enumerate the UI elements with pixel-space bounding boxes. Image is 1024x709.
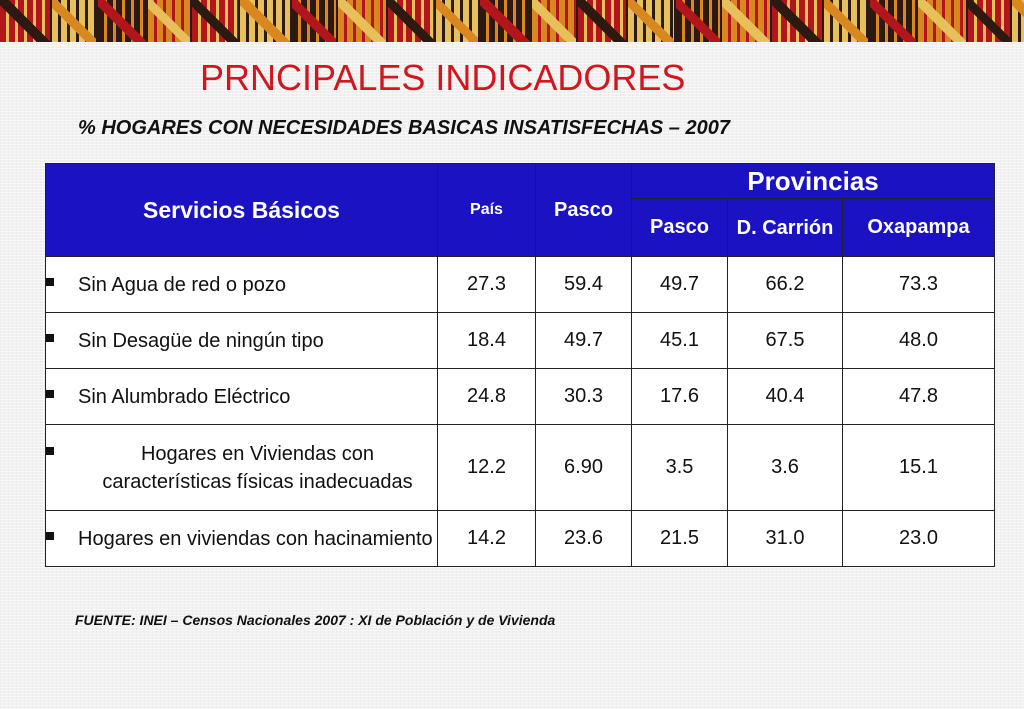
row-label-cell [46,369,438,425]
page-title: PRNCIPALES INDICADORES [200,57,686,98]
banner-tile [480,0,532,42]
row-label: Hogares en viviendas con hacinamiento [78,527,433,550]
cell-pais: 24.8 [438,369,536,425]
square-bullet-icon [46,447,54,455]
header-prov-oxapampa: Oxapampa [843,199,995,257]
banner-tile [0,0,52,42]
banner-tile [436,0,480,42]
header-provincias: Provincias [632,164,995,199]
cell-prov-pasco: 21.5 [632,511,728,567]
header-prov-pasco: Pasco [632,199,728,257]
cell-pasco: 59.4 [536,257,632,313]
banner-tile [240,0,292,42]
header-pasco: Pasco [536,164,632,257]
cell-pais: 14.2 [438,511,536,567]
cell-oxapampa: 48.0 [843,313,995,369]
banner-tile [722,0,772,42]
source-note: FUENTE: INEI – Censos Nacionales 2007 : XI de Población y de Vivienda [75,612,556,628]
banner-tile [1012,0,1024,42]
page-subtitle: % HOGARES CON NECESIDADES BASICAS INSATISFECHAS – 2007 [78,117,730,139]
banner-tile [628,0,676,42]
header-pais: País [438,164,536,257]
banner-tile [98,0,148,42]
row-label-cell [46,425,438,511]
row-label: Sin Alumbrado Eléctrico [78,385,291,408]
row-label: Sin Agua de red o pozo [78,273,286,296]
header-prov-carrion: D. Carrión [728,199,843,257]
banner-tile [338,0,388,42]
row-label: Sin Desagüe de ningún tipo [78,329,324,352]
banner-tile [532,0,578,42]
cell-oxapampa: 47.8 [843,369,995,425]
banner-tile [388,0,436,42]
banner-tile [292,0,338,42]
table-row [46,511,995,567]
indicators-table [45,163,995,567]
square-bullet-icon [46,390,54,398]
cell-carrion: 31.0 [728,511,843,567]
cell-pais: 27.3 [438,257,536,313]
cell-pasco: 30.3 [536,369,632,425]
banner-tile [52,0,98,42]
cell-pais: 12.2 [438,425,536,511]
decorative-banner [0,0,1024,42]
banner-tile [772,0,824,42]
cell-prov-pasco: 17.6 [632,369,728,425]
cell-prov-pasco: 49.7 [632,257,728,313]
banner-tile [192,0,240,42]
row-label-cell [46,313,438,369]
square-bullet-icon [46,334,54,342]
banner-tile [148,0,192,42]
cell-carrion: 66.2 [728,257,843,313]
cell-carrion: 40.4 [728,369,843,425]
banner-tile [578,0,628,42]
cell-oxapampa: 73.3 [843,257,995,313]
banner-tile [824,0,870,42]
cell-prov-pasco: 45.1 [632,313,728,369]
square-bullet-icon [46,532,54,540]
table-row [46,369,995,425]
header-servicios: Servicios Básicos [46,164,438,257]
banner-tile [870,0,918,42]
cell-carrion: 3.6 [728,425,843,511]
cell-pasco: 23.6 [536,511,632,567]
cell-prov-pasco: 3.5 [632,425,728,511]
square-bullet-icon [46,278,54,286]
row-label: Hogares en Viviendas con características físicas inadecuadas [102,442,413,493]
row-label-cell [46,511,438,567]
table-row [46,425,995,511]
cell-carrion: 67.5 [728,313,843,369]
table-row [46,313,995,369]
cell-pasco: 6.90 [536,425,632,511]
banner-tile [918,0,968,42]
banner-tile [968,0,1012,42]
cell-pais: 18.4 [438,313,536,369]
cell-oxapampa: 23.0 [843,511,995,567]
cell-pasco: 49.7 [536,313,632,369]
cell-oxapampa: 15.1 [843,425,995,511]
table-row [46,257,995,313]
banner-tile [676,0,722,42]
row-label-cell [46,257,438,313]
